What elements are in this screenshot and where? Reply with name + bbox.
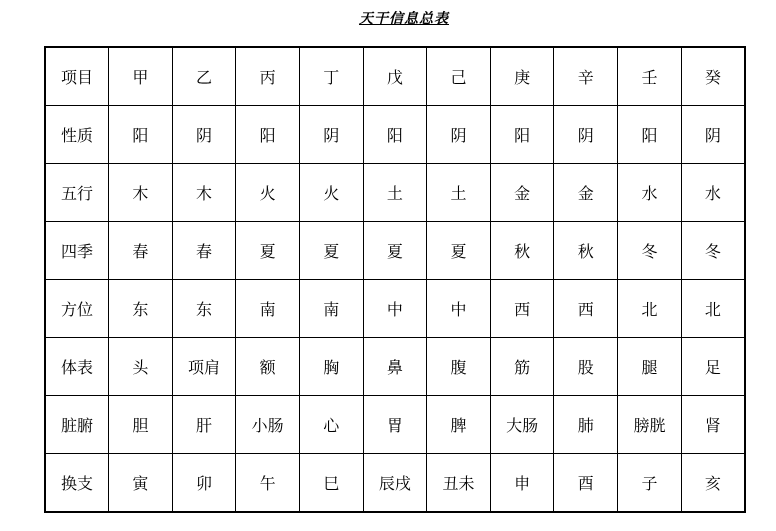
table-cell: 阴 [554, 106, 618, 164]
table-cell: 水 [618, 164, 682, 222]
row-label: 五行 [45, 164, 109, 222]
table-cell: 中 [427, 280, 491, 338]
table-cell: 阴 [427, 106, 491, 164]
table-row [45, 47, 745, 106]
row-label: 脏腑 [45, 396, 109, 454]
table-cell: 项肩 [172, 338, 236, 396]
table-cell: 夏 [299, 222, 363, 280]
table-row [45, 164, 745, 222]
table-row [45, 106, 745, 164]
table-cell: 阳 [109, 106, 173, 164]
table-cell: 鼻 [363, 338, 427, 396]
table-cell: 肝 [172, 396, 236, 454]
table-cell: 东 [109, 280, 173, 338]
table-cell: 阴 [299, 106, 363, 164]
table-cell: 木 [172, 164, 236, 222]
table-row [45, 222, 745, 280]
row-label: 性质 [45, 106, 109, 164]
table-cell: 木 [109, 164, 173, 222]
table-cell: 戊 [363, 47, 427, 106]
table-row [45, 280, 745, 338]
table-cell: 夏 [363, 222, 427, 280]
table-cell: 北 [681, 280, 745, 338]
table-cell: 阳 [618, 106, 682, 164]
table-cell: 癸 [681, 47, 745, 106]
table-cell: 大肠 [490, 396, 554, 454]
table-cell: 辛 [554, 47, 618, 106]
table-cell: 庚 [490, 47, 554, 106]
table-cell: 肾 [681, 396, 745, 454]
table-cell: 冬 [681, 222, 745, 280]
table-cell: 春 [109, 222, 173, 280]
table-cell: 筋 [490, 338, 554, 396]
table-cell: 脾 [427, 396, 491, 454]
table-cell: 酉 [554, 454, 618, 513]
table-cell: 火 [236, 164, 300, 222]
table-cell: 卯 [172, 454, 236, 513]
table-cell: 头 [109, 338, 173, 396]
table-cell: 水 [681, 164, 745, 222]
table-cell: 南 [299, 280, 363, 338]
row-label: 换支 [45, 454, 109, 513]
table-cell: 腹 [427, 338, 491, 396]
table-cell: 丙 [236, 47, 300, 106]
table-row [45, 396, 745, 454]
table-cell: 己 [427, 47, 491, 106]
row-label: 四季 [45, 222, 109, 280]
table-cell: 阴 [172, 106, 236, 164]
table-cell: 足 [681, 338, 745, 396]
table-cell: 夏 [236, 222, 300, 280]
table-cell: 甲 [109, 47, 173, 106]
table-row [45, 338, 745, 396]
table-cell: 秋 [554, 222, 618, 280]
table-cell: 中 [363, 280, 427, 338]
table-cell: 西 [554, 280, 618, 338]
table-cell: 土 [427, 164, 491, 222]
table-cell: 西 [490, 280, 554, 338]
table-cell: 阴 [681, 106, 745, 164]
table-cell: 亥 [681, 454, 745, 513]
table-cell: 小肠 [236, 396, 300, 454]
row-label: 项目 [45, 47, 109, 106]
table-cell: 午 [236, 454, 300, 513]
table-cell: 火 [299, 164, 363, 222]
table-cell: 膀胱 [618, 396, 682, 454]
table-cell: 巳 [299, 454, 363, 513]
table-cell: 子 [618, 454, 682, 513]
table-cell: 冬 [618, 222, 682, 280]
table-cell: 东 [172, 280, 236, 338]
table-cell: 土 [363, 164, 427, 222]
table-cell: 胸 [299, 338, 363, 396]
table-cell: 阳 [236, 106, 300, 164]
table-cell: 肺 [554, 396, 618, 454]
table-cell: 申 [490, 454, 554, 513]
table-body [45, 47, 745, 512]
page-title: 天干信息总表 [359, 11, 449, 27]
table-cell: 阳 [490, 106, 554, 164]
table-cell: 辰戌 [363, 454, 427, 513]
table-cell: 南 [236, 280, 300, 338]
table-cell: 北 [618, 280, 682, 338]
table-cell: 胃 [363, 396, 427, 454]
table-cell: 夏 [427, 222, 491, 280]
table-cell: 股 [554, 338, 618, 396]
table-cell: 乙 [172, 47, 236, 106]
table-cell: 金 [554, 164, 618, 222]
table-cell: 胆 [109, 396, 173, 454]
table-cell: 腿 [618, 338, 682, 396]
tiangan-info-table [44, 46, 746, 513]
table-cell: 阳 [363, 106, 427, 164]
table-cell: 心 [299, 396, 363, 454]
row-label: 体表 [45, 338, 109, 396]
row-label: 方位 [45, 280, 109, 338]
table-cell: 丁 [299, 47, 363, 106]
table-row [45, 454, 745, 513]
table-cell: 壬 [618, 47, 682, 106]
table-cell: 寅 [109, 454, 173, 513]
table-cell: 金 [490, 164, 554, 222]
table-cell: 春 [172, 222, 236, 280]
table-cell: 额 [236, 338, 300, 396]
table-cell: 丑未 [427, 454, 491, 513]
table-cell: 秋 [490, 222, 554, 280]
